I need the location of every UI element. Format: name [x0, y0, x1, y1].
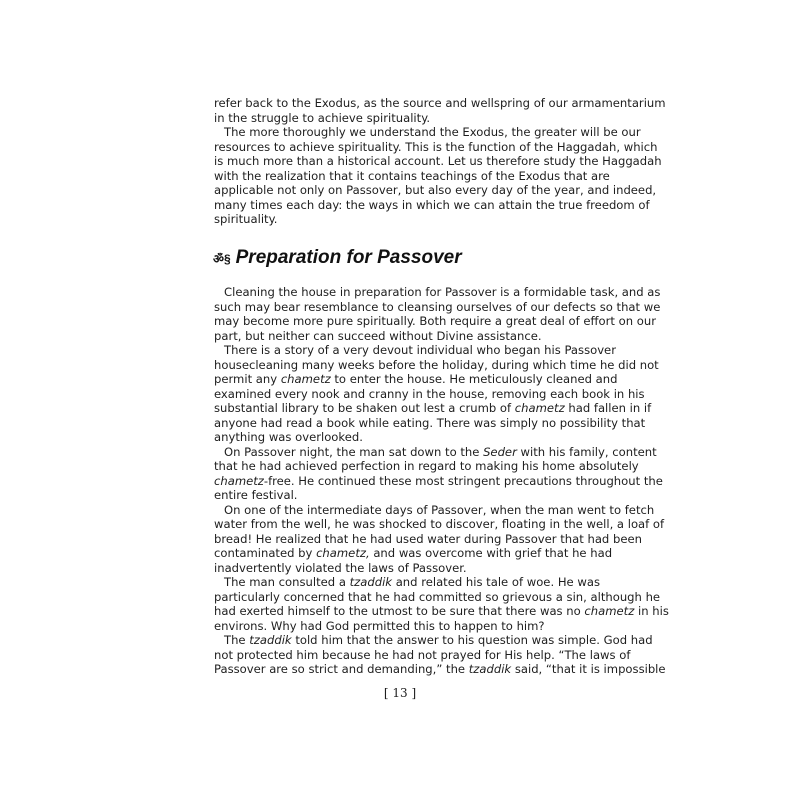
- italic-term: chametz: [514, 401, 565, 415]
- text-run: in his: [634, 604, 669, 618]
- text-line: [214, 125, 641, 140]
- text-run: particularly concerned that he had committed so grievous a sin, although he: [214, 589, 661, 604]
- text-run: There is a story of a very devout individual who began his Passover: [224, 343, 616, 357]
- text-line: [214, 314, 656, 329]
- text-line: [214, 575, 600, 590]
- text-run: spirituality.: [214, 212, 278, 226]
- text-run: may become more pure spiritually. Both require a great deal of effort on our: [214, 314, 656, 328]
- text-line: [214, 285, 661, 300]
- text-line: [214, 647, 631, 663]
- text-run: not protected him because he had not prayed for His help. “The laws of: [214, 647, 631, 662]
- text-line: [214, 168, 610, 184]
- text-line: [214, 633, 653, 648]
- text-run: environs. Why had God permitted this to happen to him?: [214, 618, 545, 633]
- text-line: [214, 139, 658, 155]
- text-run: The man consulted a: [224, 575, 350, 589]
- text-line: [214, 459, 639, 474]
- text-run: bread! He realized that he had used water during Passover that had been: [214, 531, 642, 546]
- text-line: [214, 662, 666, 677]
- page-number: [ 13 ]: [383, 686, 417, 700]
- text-run: inadvertently violated the laws of Passover.: [214, 560, 467, 575]
- italic-term: chametz,: [316, 546, 370, 560]
- text-run: anyone had read a book while eating. There was simply no possibility that: [214, 415, 646, 430]
- text-line: [214, 430, 585, 445]
- body-text-section: [214, 285, 669, 677]
- text-run: to enter the house. He meticulously cleaned and: [330, 372, 618, 386]
- text-run: entire festival.: [214, 488, 298, 502]
- text-line: [214, 415, 646, 431]
- text-run: and was overcome with grief that he had: [369, 546, 613, 560]
- text-line: [214, 372, 618, 387]
- italic-term: tzaddik: [349, 575, 393, 589]
- text-run: that he had achieved perfection in regard to making his home absolutely: [214, 459, 639, 473]
- text-line: [214, 619, 585, 634]
- italic-term: Seder: [483, 444, 517, 459]
- text-line: [214, 111, 585, 126]
- text-line: [214, 531, 642, 547]
- text-line: [214, 96, 666, 111]
- section-heading: [213, 247, 462, 269]
- text-line: [214, 212, 585, 227]
- italic-term: tzaddik: [468, 662, 512, 676]
- text-run: contaminated by: [214, 546, 317, 560]
- text-line: [214, 561, 585, 576]
- text-line: [214, 488, 585, 503]
- text-run: Passover are so strict and demanding,” the: [214, 662, 469, 676]
- text-run: refer back to the Exodus, as the source and wellspring of our armamentarium: [214, 96, 666, 110]
- ornament-icon: ॐ§: [213, 251, 231, 266]
- text-run: in the struggle to achieve spirituality.: [214, 110, 431, 125]
- text-run: many times each day: the ways in which we can attain the true freedom of: [214, 197, 650, 212]
- text-line: [214, 444, 657, 460]
- text-line: [214, 589, 661, 605]
- text-run: water from the well, he was shocked to discover, floating in the well, a loaf of: [214, 517, 665, 531]
- text-line: [214, 299, 661, 315]
- text-run: housecleaning many weeks before the holiday, during which time he did not: [214, 357, 659, 372]
- text-run: is much more than a historical account. Let us therefore study the Haggadah: [214, 154, 662, 168]
- text-line: [214, 546, 613, 561]
- text-line: [214, 386, 645, 402]
- text-run: The: [224, 633, 250, 647]
- text-line: [214, 329, 585, 344]
- text-line: [214, 517, 665, 532]
- text-run: and related his tale of woe. He was: [392, 575, 600, 589]
- section-title: Preparation for Passover: [235, 247, 462, 268]
- text-run: told him that the answer to his question was simple. God had: [291, 633, 653, 647]
- text-run: applicable not only on Passover, but also every day of the year, and indeed,: [214, 183, 657, 197]
- text-line: [214, 502, 655, 518]
- text-run: The more thoroughly we understand the Exodus, the greater will be our: [224, 125, 641, 139]
- text-run: with his family, content: [516, 444, 657, 459]
- text-run: with the realization that it contains teachings of the Exodus that are: [214, 168, 610, 183]
- text-run: Cleaning the house in preparation for Passover is a formidable task, and as: [224, 285, 661, 299]
- body-text-intro: [214, 96, 666, 227]
- text-run: such may bear resemblance to cleansing ourselves of our defects so that we: [214, 299, 661, 314]
- text-line: [214, 604, 669, 619]
- text-line: [214, 401, 652, 416]
- italic-term: chametz: [584, 604, 635, 618]
- text-line: [214, 357, 659, 373]
- text-run: -free. He continued these most stringent precautions throughout the: [263, 473, 663, 488]
- text-run: permit any: [214, 372, 281, 386]
- text-line: [214, 473, 663, 489]
- text-run: had fallen in if: [564, 401, 652, 415]
- text-run: said, “that it is impossible: [511, 662, 666, 676]
- text-run: resources to achieve spirituality. This is the function of the Haggadah, which: [214, 139, 658, 154]
- text-run: anything was overlooked.: [214, 430, 363, 444]
- text-run: On Passover night, the man sat down to the: [224, 444, 484, 459]
- text-run: substantial library to be shaken out lest a crumb of: [214, 401, 515, 415]
- text-line: [214, 154, 662, 169]
- text-line: [214, 197, 650, 213]
- text-line: [214, 183, 657, 198]
- text-run: examined every nook and cranny in the house, removing each book in his: [214, 386, 645, 401]
- italic-term: chametz: [214, 473, 264, 488]
- italic-term: tzaddik: [249, 633, 292, 647]
- text-run: On one of the intermediate days of Passover, when the man went to fetch: [224, 502, 655, 517]
- text-line: [214, 343, 616, 358]
- text-run: had exerted himself to the utmost to be sure that there was no: [214, 604, 585, 618]
- italic-term: chametz: [280, 372, 331, 386]
- text-run: part, but neither can succeed without Divine assistance.: [214, 328, 542, 343]
